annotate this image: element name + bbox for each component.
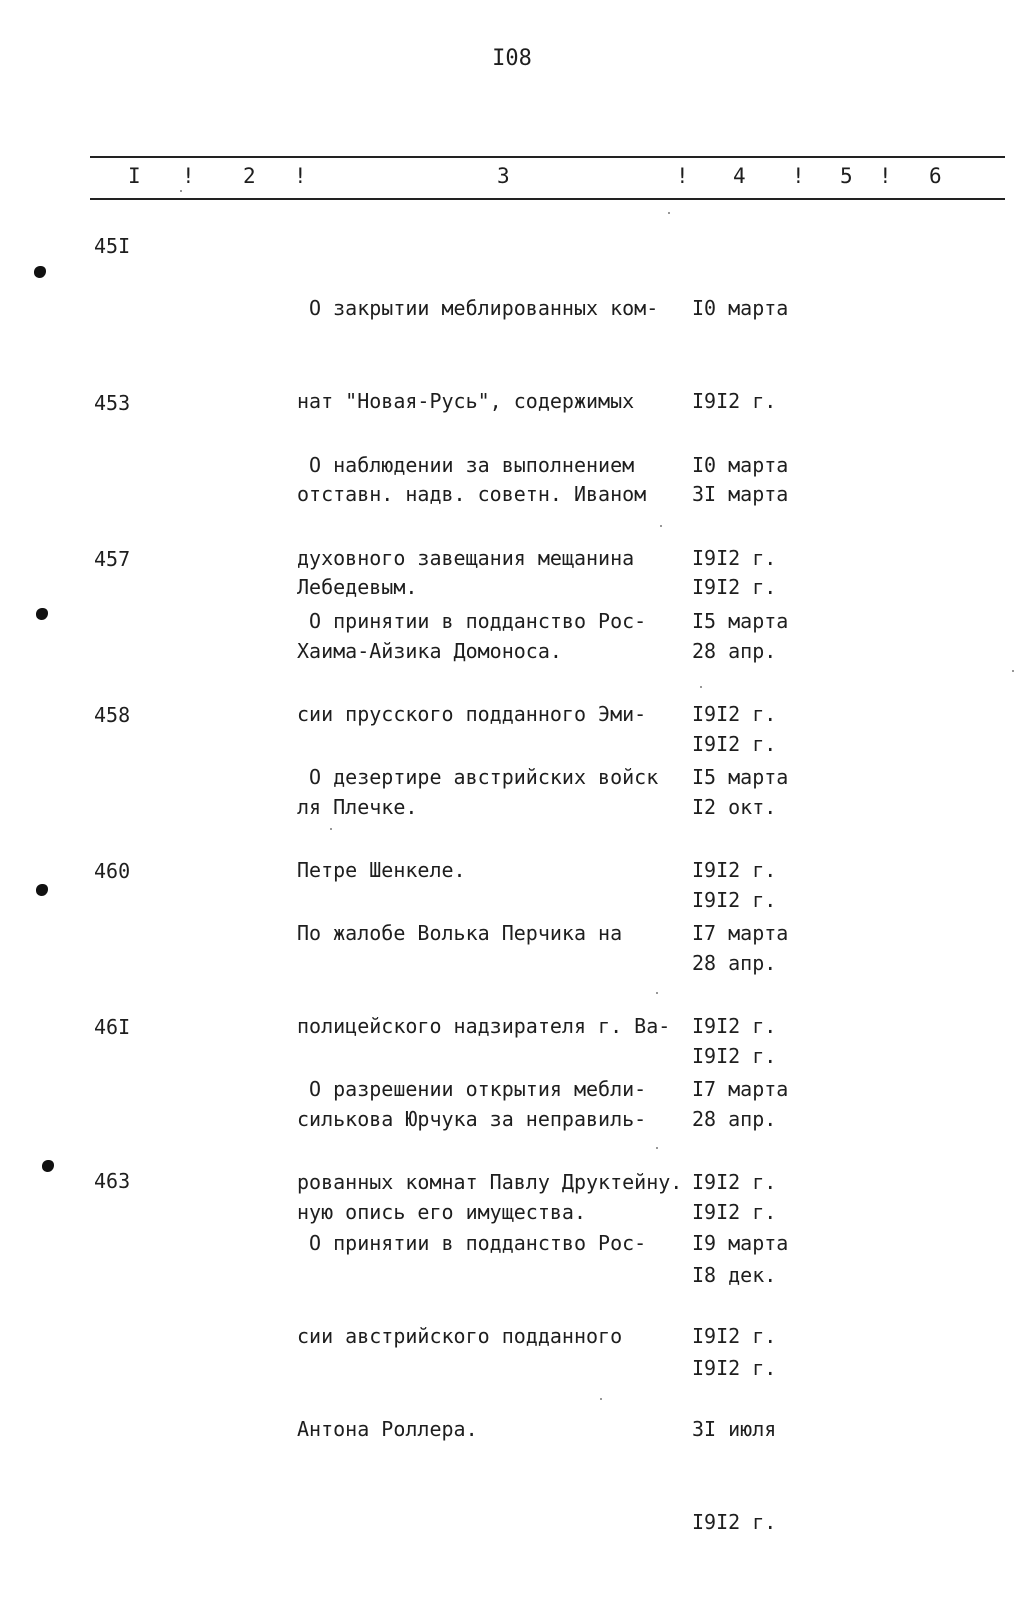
header-col-1: I xyxy=(128,164,141,188)
description-line: О дезертире австрийских войск xyxy=(297,765,659,789)
scan-speck xyxy=(1012,670,1014,672)
description-line: полицейского надзирателя г. Ва- xyxy=(297,1014,671,1038)
header-col-3: 3 xyxy=(497,164,510,188)
description-line: сии австрийского подданного xyxy=(297,1324,623,1348)
header-separator: ! xyxy=(792,164,805,188)
header-col-2: 2 xyxy=(243,164,256,188)
binding-hole-mark xyxy=(36,608,48,620)
description-line: Лебедевым. xyxy=(297,575,418,599)
header-separator: ! xyxy=(294,164,307,188)
binding-hole-mark xyxy=(42,1160,54,1172)
binding-hole-mark xyxy=(36,884,48,896)
date-line: 3I июля xyxy=(692,1417,777,1441)
date-line: I2 окт. xyxy=(692,795,777,819)
page-number: I08 xyxy=(492,46,532,71)
header-col-6: 6 xyxy=(929,164,942,188)
scan-speck xyxy=(180,190,182,192)
description-line: ля Плечке. xyxy=(297,795,418,819)
date-line: 28 апр. xyxy=(692,639,777,663)
date-line: I9I2 г. xyxy=(692,858,777,882)
date-line: I0 марта xyxy=(692,453,789,477)
date-line: I0 марта xyxy=(692,296,789,320)
description-line: О принятии в подданство Рос- xyxy=(297,609,647,633)
date-line: I9 марта xyxy=(692,1231,789,1255)
scan-speck xyxy=(656,1147,658,1149)
date-line: 28 апр. xyxy=(692,951,777,975)
entry-number: 457 xyxy=(94,547,131,571)
description-line: нат "Новая-Русь", содержимых xyxy=(297,389,635,413)
date-line: I9I2 г. xyxy=(692,1044,777,1068)
header-col-5: 5 xyxy=(840,164,853,188)
date-line: I9I2 г. xyxy=(692,732,777,756)
scan-speck xyxy=(660,525,662,527)
scan-speck xyxy=(600,1398,602,1400)
date-line: I9I2 г. xyxy=(692,546,777,570)
description-line: О закрытии меблированных ком- xyxy=(297,296,659,320)
entry-description xyxy=(297,1166,697,1507)
date-line: I9I2 г. xyxy=(692,1324,777,1348)
entry-number: 463 xyxy=(94,1169,131,1193)
date-line: I9I2 г. xyxy=(692,1170,777,1194)
entry-number: 460 xyxy=(94,859,131,883)
description-line: сии прусского подданного Эми- xyxy=(297,702,647,726)
entry-dates xyxy=(692,1166,832,1600)
description-line: О наблюдении за выполнением xyxy=(297,453,635,477)
header-separator: ! xyxy=(879,164,892,188)
entry-number: 45I xyxy=(94,234,131,258)
entry-number: 458 xyxy=(94,703,131,727)
date-line: I9I2 г. xyxy=(692,1014,777,1038)
date-line: I5 марта xyxy=(692,609,789,633)
date-line: I9I2 г. xyxy=(692,1510,777,1534)
header-top-rule xyxy=(90,156,1005,158)
date-line: I9I2 г. xyxy=(692,389,777,413)
date-line: I9I2 г. xyxy=(692,575,777,599)
date-line: I9I2 г. xyxy=(692,1200,777,1224)
description-line: духовного завещания мещанина xyxy=(297,546,635,570)
scan-speck xyxy=(656,992,658,994)
description-line: О принятии в подданство Рос- xyxy=(297,1231,647,1255)
description-line: О разрешении открытия мебли- xyxy=(297,1077,647,1101)
date-line: I9I2 г. xyxy=(692,1356,777,1380)
date-line: I9I2 г. xyxy=(692,702,777,726)
entry-number: 46I xyxy=(94,1015,131,1039)
description-line: силькова Юрчука за неправиль- xyxy=(297,1107,647,1131)
description-line: Хаима-Айзика Домоноса. xyxy=(297,639,562,663)
description-line: Петре Шенкеле. xyxy=(297,858,466,882)
date-line: I9I2 г. xyxy=(692,888,777,912)
scan-speck xyxy=(330,828,332,830)
header-separator: ! xyxy=(182,164,195,188)
description-line: рованных комнат Павлу Друктейну. xyxy=(297,1170,683,1194)
header-col-4: 4 xyxy=(733,164,746,188)
header-separator: ! xyxy=(676,164,689,188)
date-line: I7 марта xyxy=(692,921,789,945)
scan-speck xyxy=(700,686,702,688)
description-line: отставн. надв. советн. Иваном xyxy=(297,482,647,506)
description-line: ную опись его имущества. xyxy=(297,1200,586,1224)
entry-number: 453 xyxy=(94,391,131,415)
date-line: I7 марта xyxy=(692,1077,789,1101)
binding-hole-mark xyxy=(34,266,46,278)
scan-speck xyxy=(668,212,670,214)
description-line: Антона Роллера. xyxy=(297,1417,478,1441)
date-line: 3I марта xyxy=(692,482,789,506)
date-line: I8 дек. xyxy=(692,1263,777,1287)
date-line: 28 апр. xyxy=(692,1107,777,1131)
header-bottom-rule xyxy=(90,198,1005,200)
date-line: I5 марта xyxy=(692,765,789,789)
description-line: По жалобе Волька Перчика на xyxy=(297,921,623,945)
